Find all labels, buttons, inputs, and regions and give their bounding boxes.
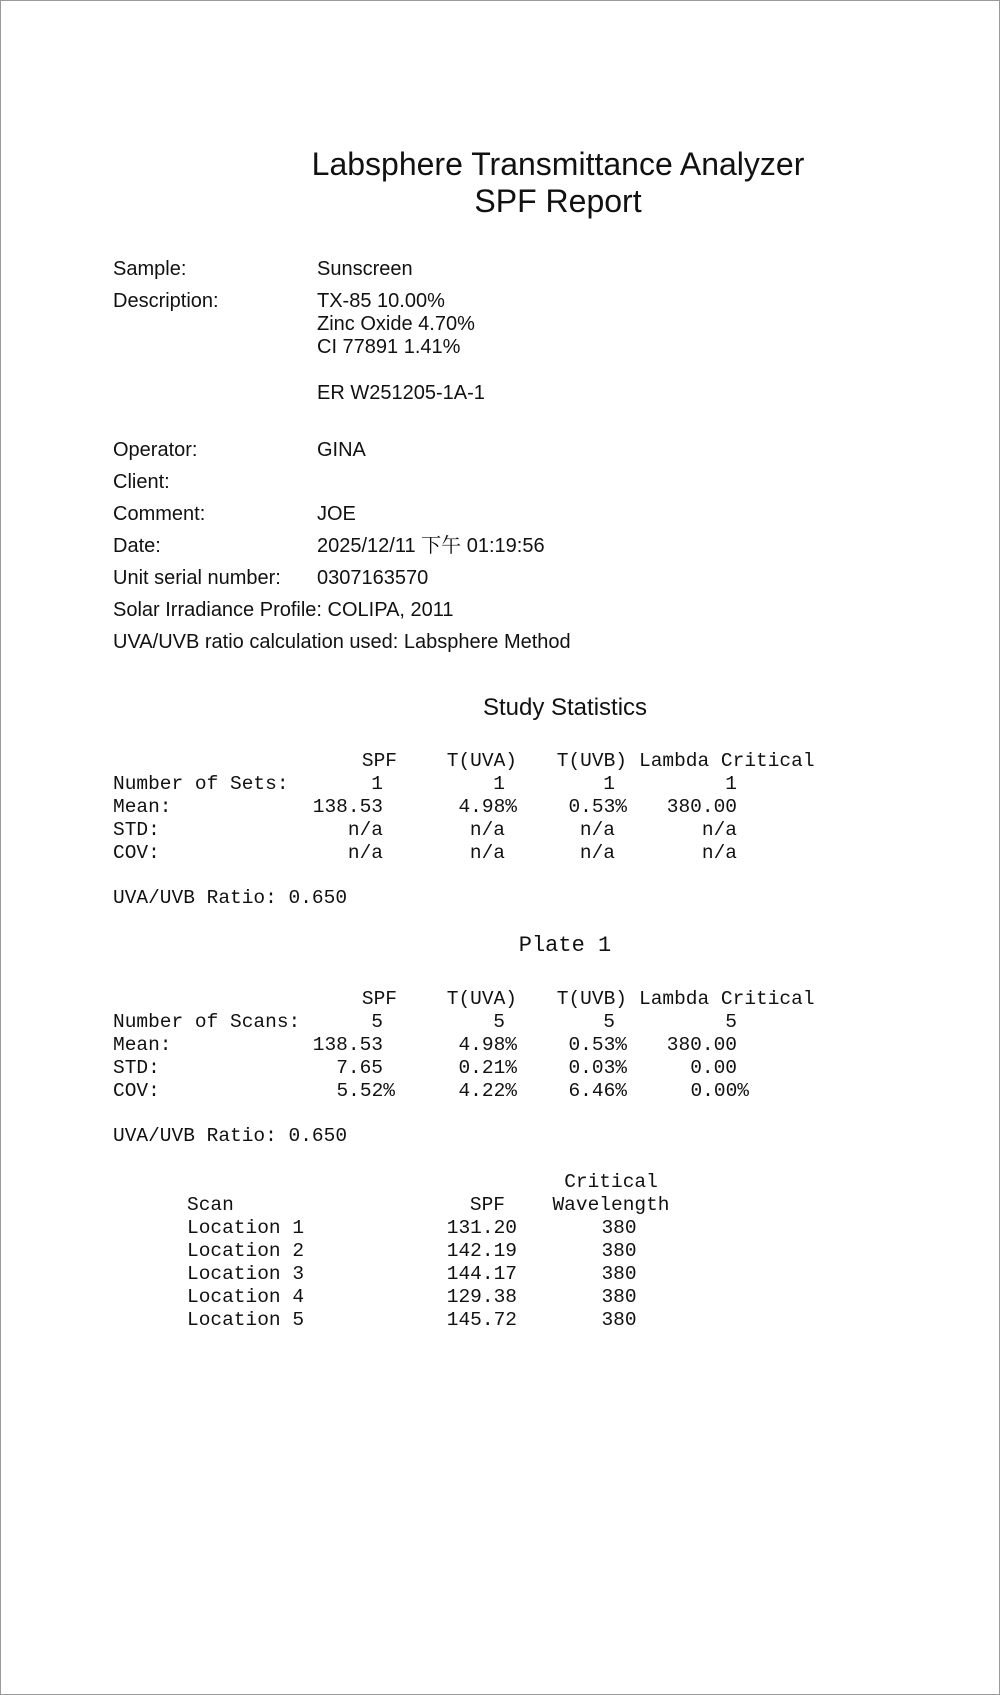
ratio-method-label: UVA/UVB ratio calculation used:	[113, 631, 399, 653]
description-line-3: CI 77891 1.41%	[317, 336, 461, 358]
scan-spf: 129.38	[446, 1286, 517, 1308]
study-cell: n/a	[347, 819, 383, 841]
scan-location: Location 1	[187, 1217, 305, 1239]
study-header-tuva: T(UVA)	[446, 750, 517, 772]
scan-wavelength: 380	[601, 1286, 637, 1308]
study-cell: 1	[603, 773, 615, 795]
study-cell: n/a	[701, 819, 737, 841]
plate-cell: 4.22%	[458, 1080, 517, 1102]
plate-header-tuva: T(UVA)	[446, 988, 517, 1010]
study-cell: n/a	[347, 842, 383, 864]
scan-spf: 145.72	[446, 1309, 517, 1331]
plate-cell: 380.00	[666, 1034, 737, 1056]
plate-cell: 0.00	[690, 1057, 737, 1079]
description-label: Description:	[113, 290, 219, 312]
plate-cell: 0.21%	[458, 1057, 517, 1079]
study-header-spf: SPF	[361, 750, 397, 772]
description-ref: ER W251205-1A-1	[317, 382, 485, 404]
study-cell: 1	[725, 773, 737, 795]
scan-header-scan: Scan	[187, 1194, 234, 1216]
plate-row-label: COV:	[113, 1080, 160, 1102]
scan-wavelength: 380	[601, 1263, 637, 1285]
solar-profile-label: Solar Irradiance Profile:	[113, 599, 322, 621]
plate-cell: 5	[725, 1011, 737, 1033]
study-header-tuvb: T(UVB)	[556, 750, 627, 772]
operator-value: GINA	[317, 439, 366, 461]
serial-value: 0307163570	[317, 567, 429, 589]
study-row-label: STD:	[113, 819, 160, 841]
plate-cell: 5	[603, 1011, 615, 1033]
scan-location: Location 3	[187, 1263, 305, 1285]
scan-location: Location 5	[187, 1309, 305, 1331]
ratio-method-value: Labsphere Method	[403, 631, 571, 653]
plate-cell: 7.65	[336, 1057, 383, 1079]
plate-cell: 6.46%	[568, 1080, 627, 1102]
scan-wavelength: 380	[601, 1217, 637, 1239]
plate-header-lambda: Lambda Critical	[639, 988, 815, 1010]
study-cell: 380.00	[666, 796, 737, 818]
plate-cell: 5	[493, 1011, 505, 1033]
study-cell: 1	[493, 773, 505, 795]
study-cell: n/a	[469, 842, 505, 864]
plate-cell: 0.03%	[568, 1057, 627, 1079]
plate-header-tuvb: T(UVB)	[556, 988, 627, 1010]
scan-location: Location 2	[187, 1240, 305, 1262]
plate-uva-uvb-ratio: UVA/UVB Ratio: 0.650	[113, 1125, 348, 1147]
scan-location: Location 4	[187, 1286, 305, 1308]
study-cell: n/a	[469, 819, 505, 841]
scan-header-spf: SPF	[469, 1194, 505, 1216]
study-cell: 138.53	[312, 796, 383, 818]
plate-cell: 5.52%	[336, 1080, 395, 1102]
sample-value: Sunscreen	[317, 258, 413, 280]
plate-row-label: Number of Scans:	[113, 1011, 301, 1033]
study-uva-uvb-ratio: UVA/UVB Ratio: 0.650	[113, 887, 348, 909]
scan-header-wavelength: Wavelength	[552, 1194, 670, 1216]
plate-header-spf: SPF	[361, 988, 397, 1010]
report-title-line1: Labsphere Transmittance Analyzer	[311, 146, 805, 182]
study-row-label: Number of Sets:	[113, 773, 289, 795]
study-cell: n/a	[579, 819, 615, 841]
study-header-lambda: Lambda Critical	[639, 750, 815, 772]
study-row-label: COV:	[113, 842, 160, 864]
scan-spf: 131.20	[446, 1217, 517, 1239]
study-statistics-heading: Study Statistics	[482, 694, 648, 721]
study-cell: 4.98%	[458, 796, 517, 818]
plate-cell: 0.00%	[690, 1080, 749, 1102]
scan-wavelength: 380	[601, 1240, 637, 1262]
date-value: 2025/12/11 下午 01:19:56	[317, 535, 545, 557]
solar-profile-line	[113, 599, 454, 621]
study-row-label: Mean:	[113, 796, 172, 818]
serial-label: Unit serial number:	[113, 567, 281, 589]
study-cell: n/a	[701, 842, 737, 864]
report-title-line2: SPF Report	[474, 183, 642, 219]
solar-profile-value: COLIPA, 2011	[327, 599, 454, 621]
comment-value: JOE	[317, 503, 356, 525]
scan-wavelength: 380	[601, 1309, 637, 1331]
description-line-1: TX-85 10.00%	[317, 290, 445, 312]
scan-header-critical: Critical	[564, 1171, 658, 1193]
plate-heading: Plate 1	[518, 933, 612, 958]
description-line-2: Zinc Oxide 4.70%	[317, 313, 475, 335]
plate-row-label: STD:	[113, 1057, 160, 1079]
plate-cell: 5	[371, 1011, 383, 1033]
scan-spf: 144.17	[446, 1263, 517, 1285]
ratio-method-line	[113, 631, 571, 653]
operator-label: Operator:	[113, 439, 198, 461]
client-label: Client:	[113, 471, 170, 493]
study-cell: 0.53%	[568, 796, 627, 818]
plate-cell: 4.98%	[458, 1034, 517, 1056]
plate-cell: 138.53	[312, 1034, 383, 1056]
study-cell: 1	[371, 773, 383, 795]
study-cell: n/a	[579, 842, 615, 864]
scan-spf: 142.19	[446, 1240, 517, 1262]
sample-label: Sample:	[113, 258, 187, 280]
date-label: Date:	[113, 535, 161, 557]
comment-label: Comment:	[113, 503, 206, 525]
plate-cell: 0.53%	[568, 1034, 627, 1056]
plate-row-label: Mean:	[113, 1034, 172, 1056]
